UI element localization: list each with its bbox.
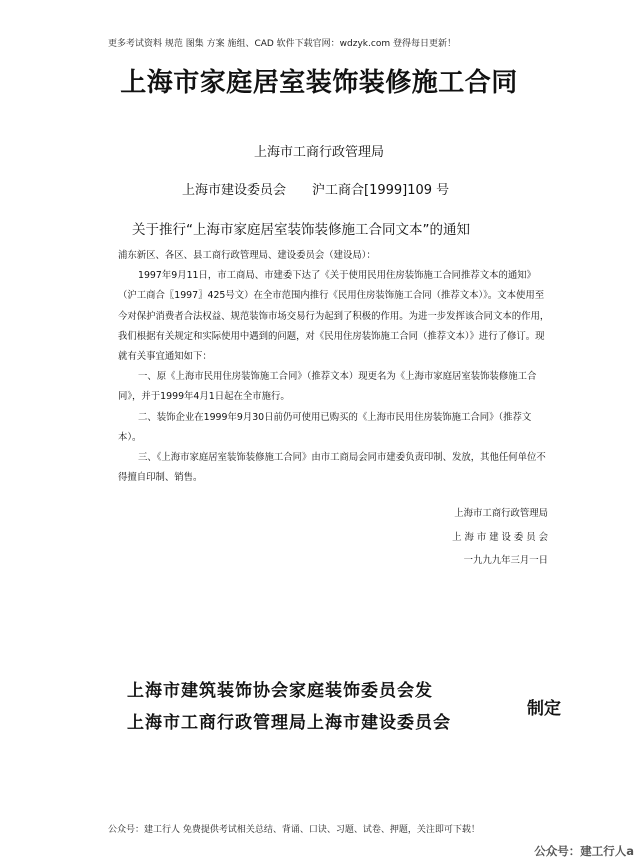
site-header-note: 更多考试资料 规范 图集 方案 施组、CAD 软件下载官网：wdzyk.com 登得每日更新！: [108, 39, 456, 49]
issuer-line-1: 上海市工商行政管理局: [253, 145, 384, 160]
paragraph-4: 三、《上海市家庭居室装饰装修施工合同》由市工商局会同市建委负责印制、发放，其他任何单位不得擅自印制、销售。: [118, 452, 546, 484]
enactment-line-2: 上海市工商行政管理局上海市建设委员会: [127, 713, 451, 733]
paragraph-3: 二、装饰企业在1999年9月30日前仍可使用已购买的《上海市民用住房装饰施工合同》（推荐文本）。: [118, 411, 532, 443]
paragraph-2: 一、原《上海市民用住房装饰施工合同》（推荐文本）现更名为《上海市家庭居室装饰装修施工合同》，并于1999年4月1日起在全市施行。: [118, 371, 537, 403]
salutation: 浦东新区、各区、县工商行政管理局、建设委员会（建设局）：: [118, 250, 376, 261]
signature-org-1: 上海市工商行政管理局: [454, 508, 548, 519]
watermark: 公众号：建工行人a: [534, 844, 634, 858]
signature-date: 一九九九年三月一日: [463, 555, 548, 566]
notice-title: 关于推行“上海市家庭居室装饰装修施工合同文本”的通知: [132, 222, 470, 238]
paragraph-1: 1997年9月11日，市工商局、市建委下达了《关于使用民用住房装饰施工合同推荐文本的通知》（沪工商合〖1997〗425号文）在全市范围内推行《民用住房装饰施工合同（推荐文本）》。文本使用至今对保护消费者合法权益、规范装饰市场交易行为起到了积极的作用。为进一步发挥该合同文本的作用，我们根据有关规定和实际使用中遇到的问题，对《民用住房装饰施工合同（推荐文本）》进行了修订。现就有关事宜通知如下：: [118, 270, 550, 363]
enactment-line-1: 上海市建筑装饰协会家庭装饰委员会发: [127, 681, 433, 701]
footer-note: 公众号：建工行人 免费提供考试相关总结、背诵、口诀、习题、试卷、押题，关注即可下载！: [108, 825, 480, 835]
issuer-line-2: 上海市建设委员会 沪工商合[1999]109 号: [182, 183, 450, 198]
enactment-suffix: 制定: [527, 699, 561, 719]
signature-org-2: 上 海 市 建 设 委 员 会: [452, 532, 548, 543]
notice-body: [118, 246, 550, 488]
document-title: 上海市家庭居室装饰装修施工合同: [120, 68, 518, 98]
